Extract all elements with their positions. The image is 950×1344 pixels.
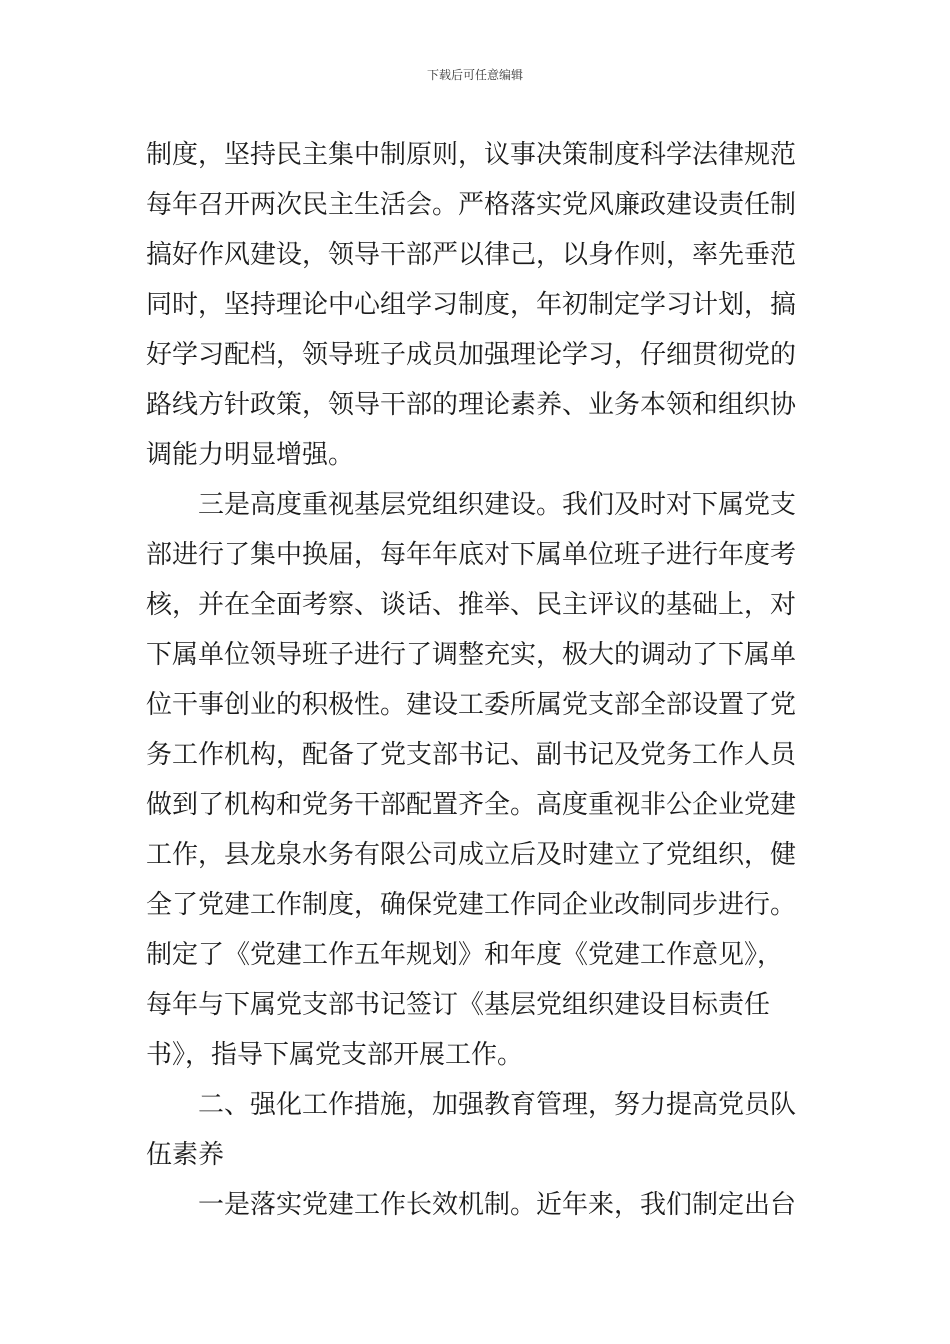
- text-line: 每年与下属党支部书记签订《基层党组织建设目标责任: [146, 990, 771, 1020]
- text-line: 做到了机构和党务干部配置齐全。高度重视非公企业党建: [146, 790, 797, 820]
- page-header-note: 下载后可任意编辑: [426, 68, 523, 82]
- text-line: 下属单位领导班子进行了调整充实，极大的调动了下属单: [146, 640, 797, 670]
- text-line: 一是落实党建工作长效机制。近年来，我们制定出台: [198, 1190, 797, 1220]
- text-line: 调能力明显增强。: [146, 440, 355, 470]
- text-line: 部进行了集中换届，每年年底对下属单位班子进行年度考: [146, 540, 797, 570]
- text-line: 制度，坚持民主集中制原则，议事决策制度科学法律规范: [146, 140, 797, 170]
- text-line: 核，并在全面考察、谈话、推举、民主评议的基础上，对: [146, 590, 797, 620]
- document-body: [146, 130, 816, 1230]
- text-line: 三是高度重视基层党组织建设。我们及时对下属党支: [198, 490, 797, 520]
- text-line: 务工作机构，配备了党支部书记、副书记及党务工作人员: [146, 740, 797, 770]
- text-line: 二、强化工作措施，加强教育管理，努力提高党员队: [198, 1090, 797, 1120]
- text-line: 同时，坚持理论中心组学习制度，年初制定学习计划，搞: [146, 290, 797, 320]
- text-line: 工作，县龙泉水务有限公司成立后及时建立了党组织，健: [146, 840, 797, 870]
- text-line: 搞好作风建设，领导干部严以律己，以身作则，率先垂范: [146, 240, 797, 270]
- text-line: 位干事创业的积极性。建设工委所属党支部全部设置了党: [146, 690, 797, 720]
- text-line: 制定了《党建工作五年规划》和年度《党建工作意见》，: [146, 940, 784, 970]
- text-line: 伍素养: [146, 1140, 225, 1170]
- text-line: 路线方针政策，领导干部的理论素养、业务本领和组织协: [146, 390, 797, 420]
- text-line: 书》，指导下属党支部开展工作。: [146, 1040, 524, 1070]
- text-line: 好学习配档，领导班子成员加强理论学习，仔细贯彻党的: [146, 340, 797, 370]
- text-line: 全了党建工作制度，确保党建工作同企业改制同步进行。: [146, 890, 797, 920]
- text-line: 每年召开两次民主生活会。严格落实党风廉政建设责任制: [146, 190, 797, 220]
